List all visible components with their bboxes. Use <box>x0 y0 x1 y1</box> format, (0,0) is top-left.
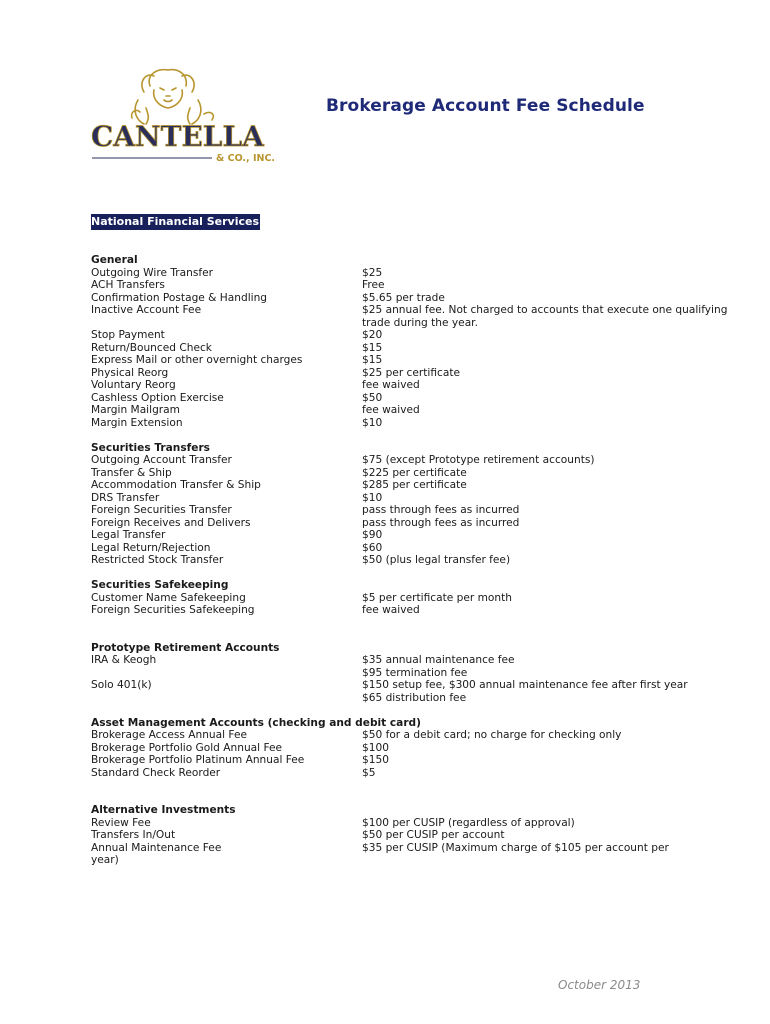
fee-value: $95 termination fee <box>362 666 468 679</box>
fee-label: Legal Transfer <box>91 529 166 541</box>
fee-label: Standard Check Reorder <box>91 766 221 779</box>
fee-value: $50 <box>362 391 383 404</box>
fee-label: ACH Transfers <box>91 279 165 291</box>
lion-icon <box>88 66 276 168</box>
fee-label: Express Mail or other overnight charges <box>91 354 303 366</box>
fee-row <box>91 692 731 705</box>
fee-row <box>91 267 731 280</box>
fee-row <box>91 729 731 742</box>
fee-value: $65 distribution fee <box>362 691 467 704</box>
page-title: Brokerage Account Fee Schedule <box>326 96 645 116</box>
fee-value: $50 per CUSIP per account <box>362 829 505 841</box>
fee-value: $50 for a debit card; no charge for checking only <box>362 729 622 741</box>
fee-value: pass through fees as incurred <box>362 504 520 516</box>
fee-row <box>91 392 731 405</box>
fee-value: $10 <box>362 416 383 429</box>
fee-label: IRA & Keogh <box>91 654 157 666</box>
fee-value: $50 (plus legal transfer fee) <box>362 554 511 566</box>
fee-value: $75 (except Prototype retirement accounts) <box>362 454 595 466</box>
fee-label: Return/Bounced Check <box>91 341 212 354</box>
fee-row <box>91 342 731 355</box>
fee-row <box>91 292 731 305</box>
fee-value-continuation: year) <box>91 854 119 866</box>
fee-row <box>91 754 731 767</box>
fee-row <box>91 304 731 329</box>
fee-value: $5 <box>362 766 376 779</box>
fee-value: $5.65 per trade <box>362 291 445 304</box>
fee-row <box>91 654 731 667</box>
section-title: General <box>91 254 138 266</box>
fee-label: Stop Payment <box>91 329 165 341</box>
fee-row <box>91 517 731 530</box>
fee-label: Accommodation Transfer & Ship <box>91 479 261 491</box>
section-alternative-investments <box>91 804 731 867</box>
fee-label: Solo 401(k) <box>91 679 152 691</box>
fee-value: $5 per certificate per month <box>362 591 512 604</box>
fee-row <box>91 842 731 855</box>
fee-row <box>91 542 731 555</box>
fee-label: Annual Maintenance Fee <box>91 841 222 854</box>
fee-label: Foreign Receives and Delivers <box>91 516 251 529</box>
fee-label: Cashless Option Exercise <box>91 391 224 404</box>
fee-label: Voluntary Reorg <box>91 379 176 391</box>
fee-row <box>91 467 731 480</box>
fee-label: Inactive Account Fee <box>91 304 202 316</box>
section-asset-management <box>91 717 731 780</box>
fee-value: $100 per CUSIP (regardless of approval) <box>362 816 575 829</box>
fee-label: Legal Return/Rejection <box>91 541 211 554</box>
fee-row <box>91 679 731 692</box>
document-date: October 2013 <box>558 978 641 992</box>
fee-row <box>91 479 731 492</box>
provider-heading: National Financial Services <box>91 215 260 228</box>
fee-value: $25 per certificate <box>362 366 461 379</box>
fee-row <box>91 404 731 417</box>
fee-value: $150 <box>362 754 389 766</box>
fee-row <box>91 592 731 605</box>
fee-label: Margin Mailgram <box>91 404 180 416</box>
section-general <box>91 254 731 429</box>
fee-value: $15 <box>362 354 383 366</box>
fee-label: Transfers In/Out <box>91 829 176 841</box>
fee-row <box>91 604 731 617</box>
fee-value: Free <box>362 279 385 291</box>
fee-row <box>91 417 731 430</box>
fee-label: Outgoing Account Transfer <box>91 454 232 466</box>
fee-label: Physical Reorg <box>91 366 169 379</box>
fee-label: Foreign Securities Transfer <box>91 504 232 516</box>
fee-label: Restricted Stock Transfer <box>91 554 224 566</box>
section-title: Securities Transfers <box>91 441 210 454</box>
fee-row <box>91 492 731 505</box>
logo-wordmark: CANTELLA <box>91 120 264 153</box>
fee-row <box>91 829 731 842</box>
fee-label: DRS Transfer <box>91 491 160 504</box>
fee-label: Foreign Securities Safekeeping <box>91 604 255 616</box>
fee-value: $60 <box>362 541 383 554</box>
fee-label: Brokerage Portfolio Gold Annual Fee <box>91 741 283 754</box>
section-prototype-retirement <box>91 642 731 705</box>
fee-label: Confirmation Postage & Handling <box>91 291 268 304</box>
section-securities-safekeeping <box>91 579 731 617</box>
fee-value: fee waived <box>362 604 420 616</box>
fee-value: $25 <box>362 266 383 279</box>
fee-row <box>91 379 731 392</box>
fee-value: $90 <box>362 529 383 541</box>
fee-row <box>91 354 731 367</box>
fee-row <box>91 454 731 467</box>
fee-row <box>91 817 731 830</box>
fee-value: $20 <box>362 329 383 341</box>
fee-label: Transfer & Ship <box>91 466 172 479</box>
logo-subtitle: & CO., INC. <box>216 153 276 164</box>
fee-row <box>91 529 731 542</box>
section-title: Securities Safekeeping <box>91 579 229 591</box>
section-title: Alternative Investments <box>91 804 236 816</box>
fee-row <box>91 742 731 755</box>
fee-label: Brokerage Portfolio Platinum Annual Fee <box>91 754 305 766</box>
section-title: Prototype Retirement Accounts <box>91 641 280 654</box>
fee-row <box>91 504 731 517</box>
fee-value: $25 annual fee. Not charged to accounts that execute one qualifying trade during the year. <box>362 304 728 329</box>
fee-label: Customer Name Safekeeping <box>91 591 246 604</box>
fee-label: Review Fee <box>91 816 151 829</box>
fee-row <box>91 329 731 342</box>
fee-value: $15 <box>362 341 383 354</box>
section-title: Asset Management Accounts (checking and debit card) <box>91 716 421 729</box>
fee-label: Brokerage Access Annual Fee <box>91 729 247 741</box>
fee-row <box>91 367 731 380</box>
fee-label: Margin Extension <box>91 416 183 429</box>
fee-value: fee waived <box>362 404 420 416</box>
fee-value: $150 setup fee, $300 annual maintenance fee after first year <box>362 679 688 691</box>
fee-value: $100 <box>362 741 389 754</box>
fee-row <box>91 667 731 680</box>
fee-value: $35 per CUSIP (Maximum charge of $105 per account per <box>362 841 669 854</box>
fee-value: $35 annual maintenance fee <box>362 654 515 666</box>
fee-row <box>91 554 731 567</box>
fee-value: $285 per certificate <box>362 479 467 491</box>
fee-value: $225 per certificate <box>362 466 467 479</box>
fee-label: Outgoing Wire Transfer <box>91 266 213 279</box>
fee-value: pass through fees as incurred <box>362 516 520 529</box>
fee-row <box>91 279 731 292</box>
section-securities-transfers <box>91 442 731 567</box>
fee-row <box>91 767 731 780</box>
fee-value: fee waived <box>362 379 420 391</box>
cantella-logo <box>88 66 276 168</box>
fee-schedule <box>91 254 731 867</box>
fee-value: $10 <box>362 491 383 504</box>
